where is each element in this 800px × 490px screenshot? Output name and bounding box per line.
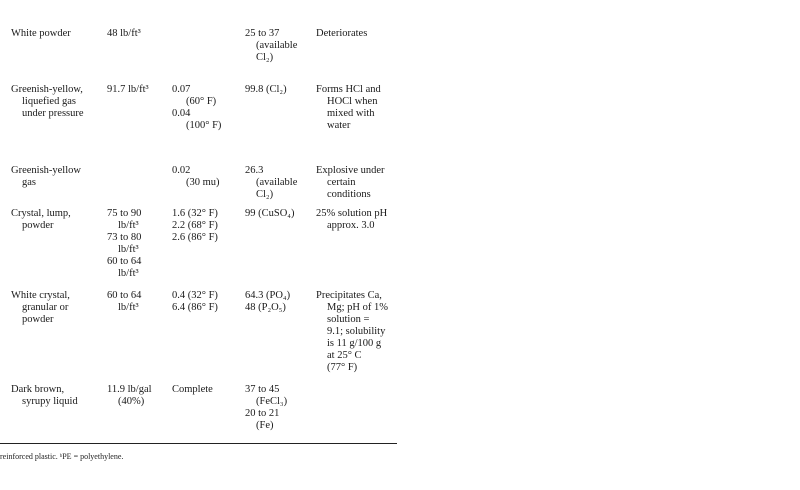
form-cell: Greenish-yellow gas [11,165,81,188]
solubility-cell: 0.02 (30 mu) [172,165,220,188]
form-cell: White crystal, granular or powder [11,290,70,325]
characteristics-cell: Deteriorates [316,28,368,39]
table-footnote: reinforced plastic. ᵇPE = polyethylene. [0,452,124,461]
characteristics-cell: Explosive under certain conditions [316,165,385,200]
solubility-cell: 1.6 (32° F) 2.2 (68° F) 2.6 (86° F) [172,208,218,243]
density-cell: 11.9 lb/gal (40%) [107,384,152,407]
commercial-strength-cell: 99.8 (Cl₂) [245,84,287,95]
table-bottom-rule [0,443,397,444]
characteristics-cell: 25% solution pH approx. 3.0 [316,208,388,231]
commercial-strength-cell: 25 to 37 (available Cl₂) [245,28,298,63]
solubility-cell: 0.4 (32° F) 6.4 (86° F) [172,290,218,313]
commercial-strength-cell: 37 to 45 (FeCl₃) 20 to 21 (Fe) [245,384,288,431]
solubility-cell: Complete [172,384,213,395]
solubility-cell: 0.07 (60° F) 0.04 (100° F) [172,84,222,131]
density-cell: 91.7 lb/ft³ [107,84,149,95]
form-cell: Dark brown, syrupy liquid [11,384,78,407]
commercial-strength-cell: 99 (CuSO₄) [245,208,295,219]
density-cell: 75 to 90 lb/ft³ 73 to 80 lb/ft³ 60 to 64 lb/ft³ [107,208,142,279]
commercial-strength-cell: 64.3 (PO₄) 48 (P₂O₅) [245,290,291,313]
density-cell: 48 lb/ft³ [107,28,141,39]
density-cell: 60 to 64 lb/ft³ [107,290,142,313]
characteristics-cell: Forms HCl and HOCl when mixed with water [316,84,381,131]
characteristics-cell: Precipitates Ca, Mg; pH of 1% solution = 9.1; solubility is 11 g/100 g at 25° C (77° F) [316,290,388,373]
commercial-strength-cell: 26.3 (available Cl₂) [245,165,298,200]
form-cell: Greenish-yellow, liquefied gas under pressure [11,84,84,119]
form-cell: Crystal, lump, powder [11,208,71,231]
form-cell: White powder [11,28,71,39]
